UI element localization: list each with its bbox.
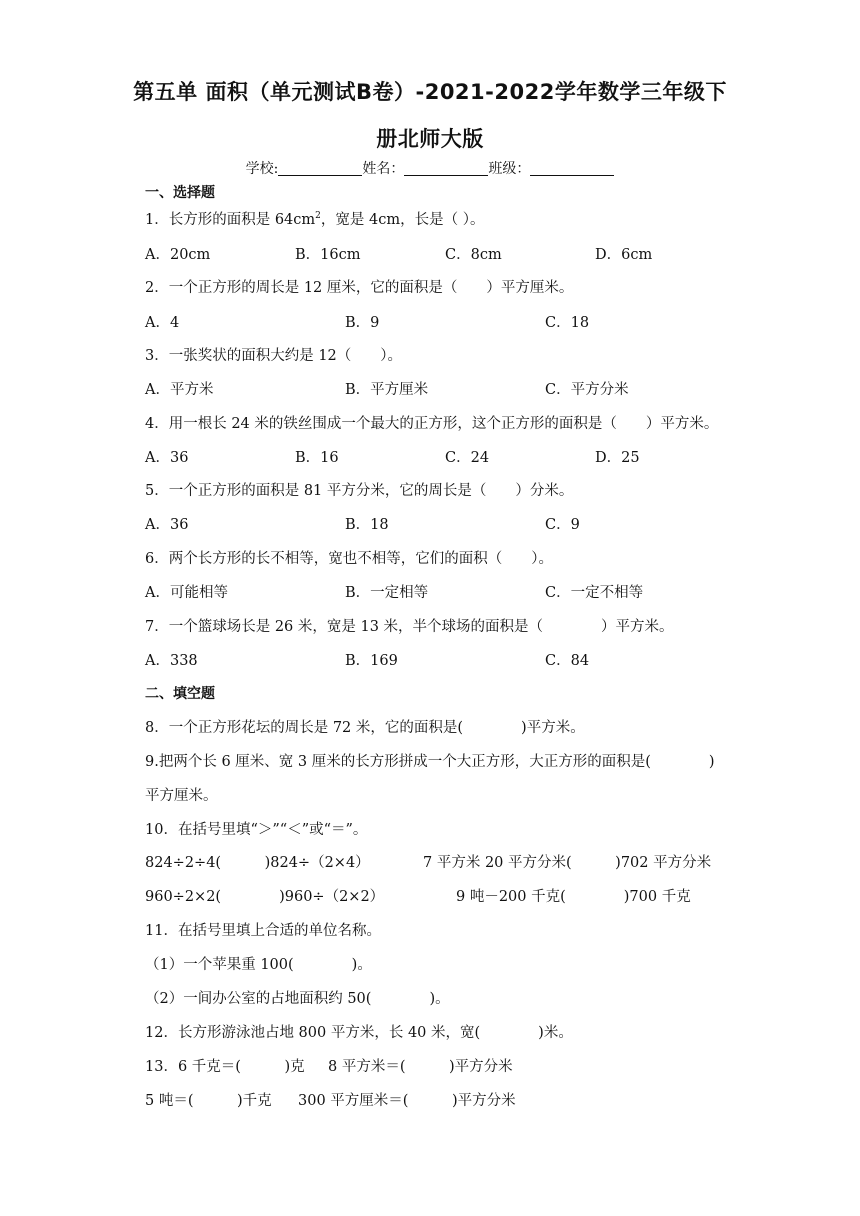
name-label: 姓名： bbox=[362, 161, 405, 177]
question-2-options bbox=[145, 311, 745, 331]
student-info-line bbox=[0, 158, 860, 178]
title-line-1: 第五单 面积（单元测试B卷）-2021-2022学年数学三年级下 bbox=[133, 80, 727, 104]
conversion-1: 13．6 千克＝( )克 bbox=[145, 1059, 305, 1075]
option-b: B．16 bbox=[295, 450, 339, 466]
title-line-2: 册北师大版 bbox=[376, 127, 484, 151]
option-b: B．16cm bbox=[295, 247, 361, 263]
option-c: C．一定不相等 bbox=[545, 585, 644, 601]
question-1 bbox=[145, 208, 484, 229]
option-c: C．84 bbox=[545, 653, 590, 669]
comparison-4: 9 吨－200 千克( )700 千克 bbox=[456, 889, 691, 905]
option-a: A．4 bbox=[145, 315, 180, 331]
option-a: A．36 bbox=[145, 450, 189, 466]
option-c: C．24 bbox=[445, 450, 490, 466]
conversion-4: 300 平方厘米＝( )平方分米 bbox=[298, 1093, 516, 1109]
comparison-3: 960÷2×2( )960÷（2×2） bbox=[145, 889, 385, 905]
question-6-options bbox=[145, 581, 745, 601]
conversion-2: 8 平方米＝( )平方分米 bbox=[328, 1059, 513, 1075]
question-7: 7．一个篮球场长是 26 米，宽是 13 米，半个球场的面积是（ ）平方米。 bbox=[145, 619, 674, 635]
question-7-options bbox=[145, 649, 745, 669]
option-c: C．18 bbox=[545, 315, 590, 331]
option-a: A．可能相等 bbox=[145, 585, 228, 601]
class-blank bbox=[530, 161, 614, 176]
question-1-options bbox=[145, 243, 745, 263]
option-a: A．36 bbox=[145, 517, 189, 533]
question-1-superscript: 2 bbox=[315, 211, 321, 222]
question-4: 4．用一根长 24 米的铁丝围成一个最大的正方形，这个正方形的面积是（ ）平方米。 bbox=[145, 416, 719, 432]
option-c: C．9 bbox=[545, 517, 580, 533]
option-b: B．169 bbox=[345, 653, 398, 669]
option-c: C．8cm bbox=[445, 247, 502, 263]
question-3-options bbox=[145, 378, 745, 398]
question-1-text-end: ，宽是 4cm，长是（ ）。 bbox=[320, 212, 485, 228]
class-label: 班级： bbox=[488, 161, 531, 177]
question-13-row-1 bbox=[145, 1055, 745, 1075]
question-5: 5．一个正方形的面积是 81 平方分米，它的周长是（ ）分米。 bbox=[145, 483, 574, 499]
question-10: 10．在括号里填“＞”“＜”或“＝”。 bbox=[145, 822, 368, 838]
question-6: 6．两个长方形的长不相等，宽也不相等，它们的面积（ ）。 bbox=[145, 551, 553, 567]
conversion-3: 5 吨＝( )千克 bbox=[145, 1093, 272, 1109]
question-12: 12．长方形游泳池占地 800 平方米，长 40 米，宽( )米。 bbox=[145, 1025, 573, 1041]
question-10-row-2 bbox=[145, 885, 745, 905]
option-b: B．一定相等 bbox=[345, 585, 429, 601]
option-c: C．平方分米 bbox=[545, 382, 629, 398]
question-13-row-2 bbox=[145, 1089, 745, 1109]
question-3: 3．一张奖状的面积大约是 12（ ）。 bbox=[145, 348, 403, 364]
question-4-options bbox=[145, 446, 745, 466]
question-11-sub-1: （1）一个苹果重 100( )。 bbox=[145, 957, 372, 973]
comparison-2: 7 平方米 20 平方分米( )702 平方分米 bbox=[423, 855, 712, 871]
question-5-options bbox=[145, 513, 745, 533]
option-b: B．18 bbox=[345, 517, 389, 533]
option-d: D．6cm bbox=[595, 247, 653, 263]
question-11-sub-2: （2）一间办公室的占地面积约 50( )。 bbox=[145, 991, 450, 1007]
option-a: A．20cm bbox=[145, 247, 211, 263]
comparison-1: 824÷2÷4( )824÷（2×4） bbox=[145, 855, 370, 871]
option-d: D．25 bbox=[595, 450, 640, 466]
school-label: 学校: bbox=[245, 161, 279, 177]
question-1-text: 1．长方形的面积是 64cm bbox=[145, 212, 316, 228]
question-9-line-1: 9.把两个长 6 厘米、宽 3 厘米的长方形拼成一个大正方形，大正方形的面积是( ) bbox=[145, 754, 715, 770]
option-b: B．平方厘米 bbox=[345, 382, 429, 398]
question-11: 11．在括号里填上合适的单位名称。 bbox=[145, 923, 381, 939]
school-blank bbox=[278, 161, 362, 176]
question-8: 8．一个正方形花坛的周长是 72 米，它的面积是( )平方米。 bbox=[145, 720, 585, 736]
question-9-line-2: 平方厘米。 bbox=[145, 788, 218, 804]
question-10-row-1 bbox=[145, 851, 745, 871]
section-choice-heading: 一、选择题 bbox=[145, 185, 215, 201]
option-a: A．338 bbox=[145, 653, 198, 669]
option-a: A．平方米 bbox=[145, 382, 214, 398]
option-b: B．9 bbox=[345, 315, 380, 331]
name-blank bbox=[404, 161, 488, 176]
question-2: 2．一个正方形的周长是 12 厘米，它的面积是（ ）平方厘米。 bbox=[145, 280, 574, 296]
section-fill-heading: 二、填空题 bbox=[145, 686, 215, 702]
